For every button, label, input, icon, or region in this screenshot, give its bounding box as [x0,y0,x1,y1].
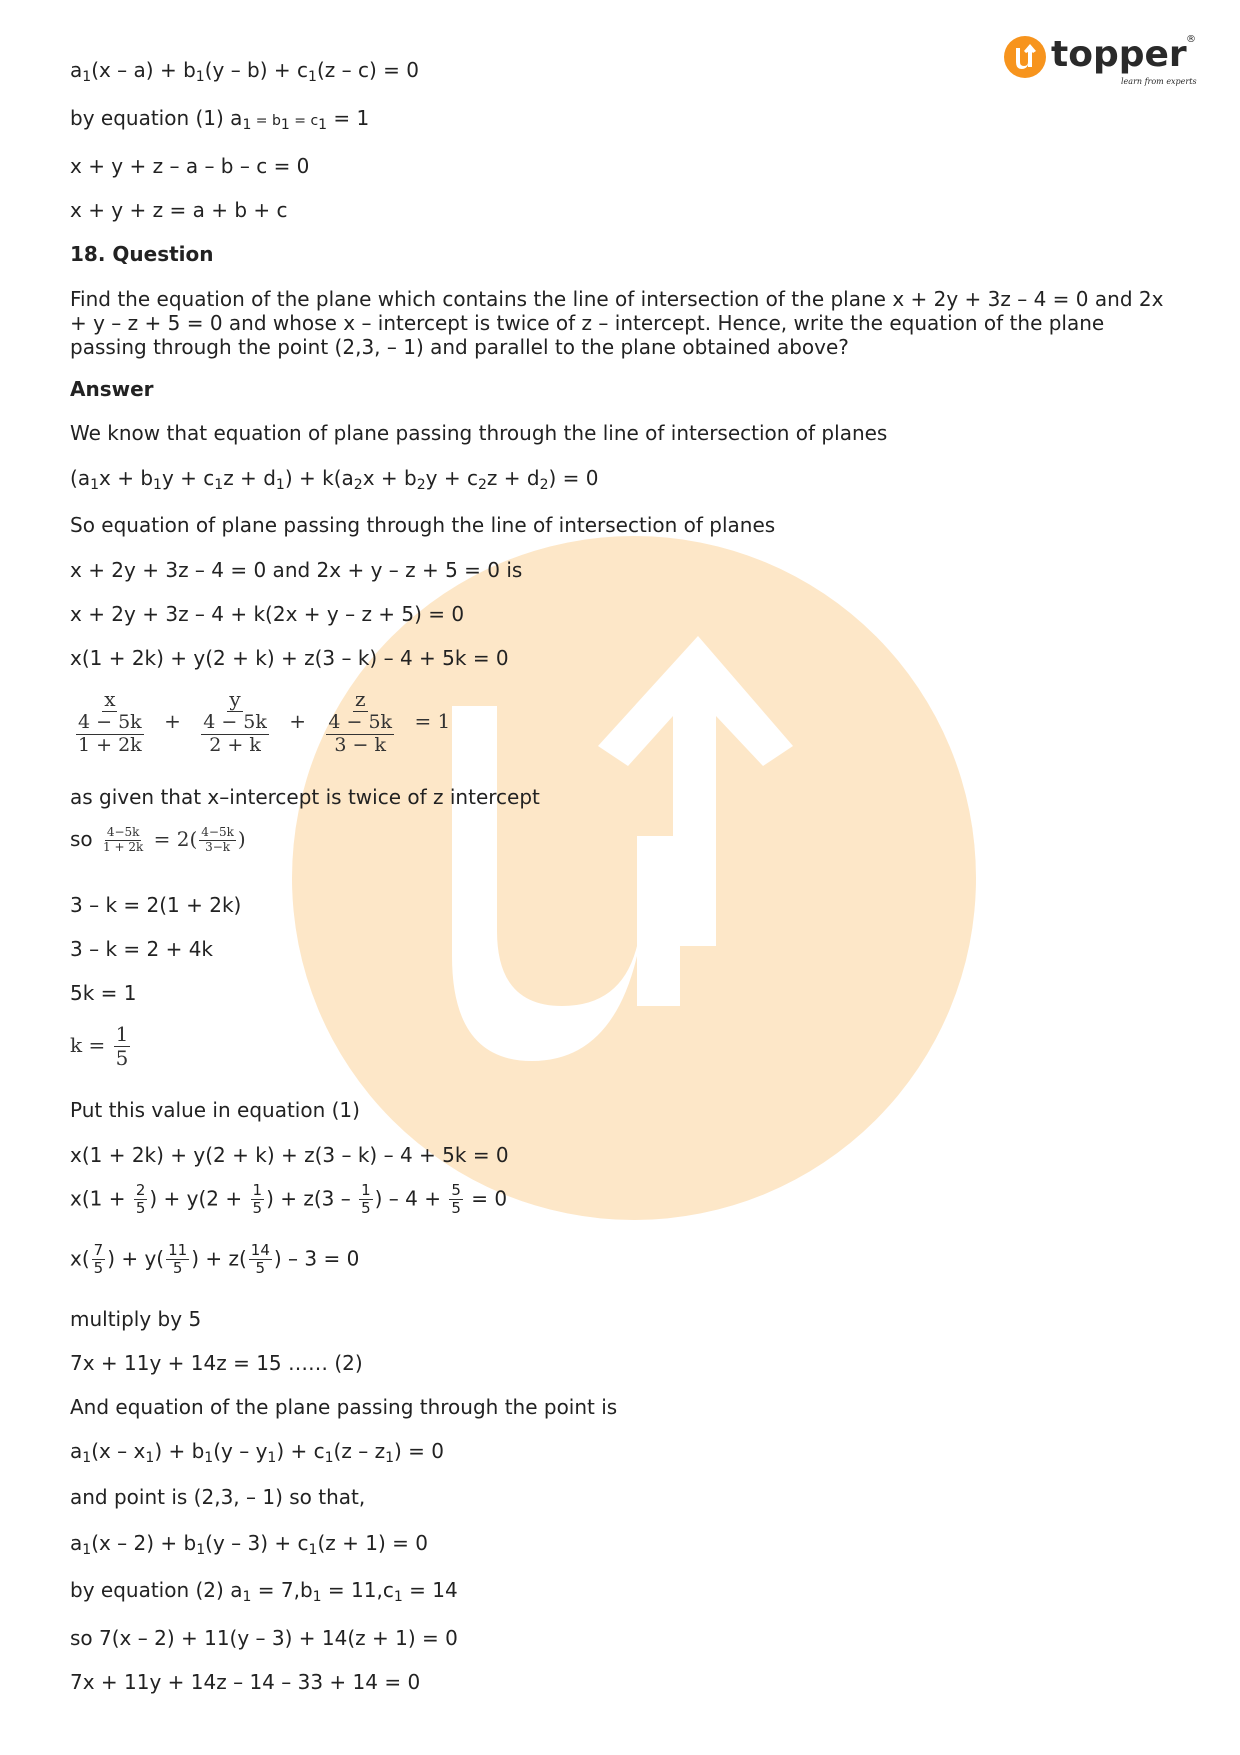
answer-step-12: 5k = 1 [70,981,137,1005]
answer-step-25: so 7(x – 2) + 11(y – 3) + 14(z + 1) = 0 [70,1626,458,1650]
question-title: 18. Question [70,242,214,266]
intro-line-2: by equation (1) $a_1 = b_1 = c_1 = 1$ [70,106,370,134]
intro-line-3: x + y + z – a – b – c = 0 [70,154,310,178]
answer-step-10: 3 – k = 2(1 + 2k) [70,893,242,917]
fraction-x: $\frac{x}{\frac{4 - 5k}{1 + 2k}}$ [78,687,142,756]
answer-step-4: x + 2y + 3z – 4 = 0 and 2x + y – z + 5 = 0 is [70,558,523,582]
answer-step-24: by equation (2) $a_1 = 7,b_1 = 11,c_1 = 14$ [70,1578,458,1606]
intro-line-4: x + y + z = a + b + c [70,198,288,222]
svg-text:topper: topper [1051,34,1187,75]
answer-step-8: as given that x–intercept is twice of z intercept [70,785,540,809]
answer-step-18: multiply by 5 [70,1307,202,1331]
answer-step-23: $a_1(x - 2) + b_1(y - 3) + c_1(z + 1) = 0$ [70,1531,428,1559]
answer-step-22: and point is (2,3, – 1) so that, [70,1485,366,1509]
answer-step-20: And equation of the plane passing through the point is [70,1395,618,1419]
answer-heading: Answer [70,377,154,401]
watermark-logo [292,536,976,1220]
answer-step-21: $a_1(x - x_1) + b_1(y - y_1) + c_1(z - z_1) = 0$ [70,1439,444,1467]
fraction-y: $\frac{y}{\frac{4 - 5k}{2 + k}}$ [203,687,267,756]
answer-step-13: k = $\frac{1}{5}$ [70,1022,129,1070]
answer-step-2: $(a_1x + b_1y + c_1z + d_1) + k(a_2x + b_2y + c_2z + d_2) = 0$ [70,466,599,494]
answer-step-26: 7x + 11y + 14z – 14 – 33 + 14 = 0 [70,1670,421,1694]
answer-step-17: x( $\frac{7}{5}$ ) + y( $\frac{11}{5}$ ) + z( $\frac{14}{5}$ ) – 3 = 0 [70,1241,360,1278]
answer-step-5: x + 2y + 3z – 4 + k(2x + y – z + 5) = 0 [70,602,465,626]
answer-step-16: x(1 + $\frac{2}{5}$ ) + y(2 + $\frac{1}{5}$ ) + z(3 – $\frac{1}{5}$ ) – 4 + $\frac{5}{5}$ = 0 [70,1181,508,1218]
answer-step-9: so $\frac{4-5k}{1 + 2k}$ = 2( $\frac{4-5k}{3-k}$ ) [70,825,246,854]
answer-step-6: x(1 + 2k) + y(2 + k) + z(3 – k) – 4 + 5k = 0 [70,646,509,670]
answer-step-15: x(1 + 2k) + y(2 + k) + z(3 – k) – 4 + 5k = 0 [70,1143,509,1167]
answer-step-1: We know that equation of plane passing through the line of intersection of planes [70,421,888,445]
answer-step-19: 7x + 11y + 14z = 15 …… (2) [70,1351,363,1375]
intro-line-1: $a_1(x - a) + b_1(y - b) + c_1(z - c) = 0$ [70,58,419,86]
answer-step-14: Put this value in equation (1) [70,1098,360,1122]
svg-text:learn from experts: learn from experts [1121,77,1197,86]
answer-step-11: 3 – k = 2 + 4k [70,937,213,961]
topper-logo [1003,32,1203,94]
answer-step-3: So equation of plane passing through the line of intersection of planes [70,513,776,537]
svg-text:®: ® [1186,34,1196,45]
question-text: Find the equation of the plane which contains the line of intersection of the plane x + 2y + 3z – 4 = 0 and 2x + y – z + 5 = 0 and whose x – intercept is twice of z – intercept. Hence, write the equation of the plane passing through the point (2,3, – 1) and parallel to the plane obtained above? [70,287,1164,359]
fraction-z: $\frac{z}{\frac{4 - 5k}{3 - k}}$ [328,687,393,756]
intercept-form-equation: $\frac{x}{\frac{4 - 5k}{1 + 2k}}$ + $\frac{y}{\frac{4 - 5k}{2 + k}}$ + $\frac{z}{\frac{4 - 5k}{3 - k}}$ = 1 [70,688,450,757]
topper-logo-icon [1003,32,1203,94]
